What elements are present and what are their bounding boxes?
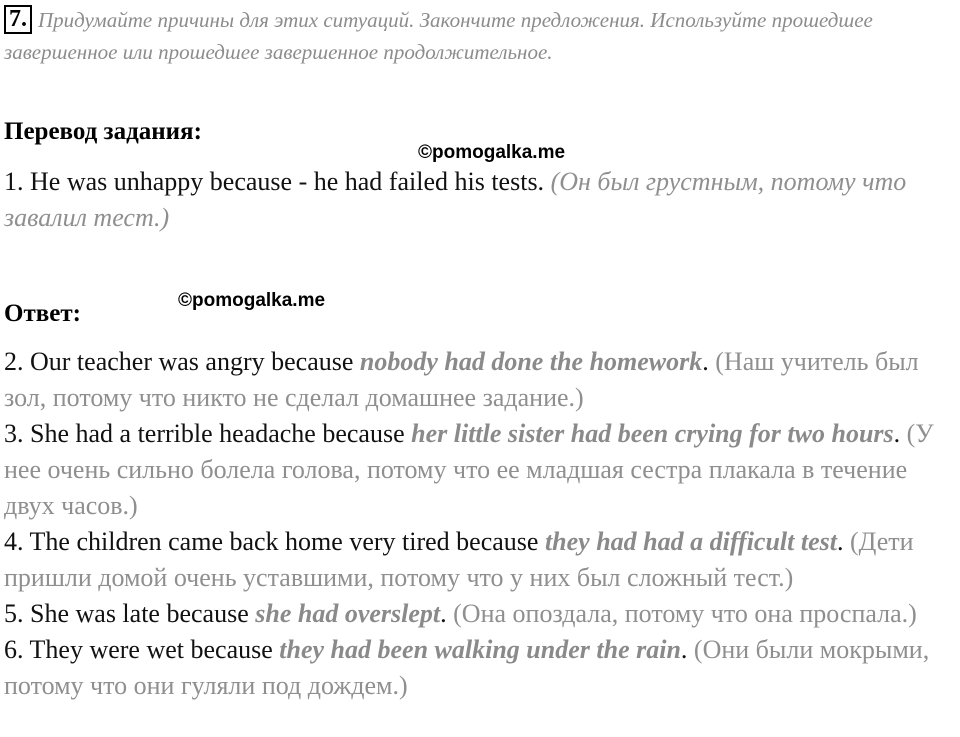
answer-prefix: 6. They were wet because [4, 635, 280, 664]
example-english: 1. He was unhappy because - he had failed his tests. [4, 167, 545, 196]
translation-heading: Перевод задания: [4, 118, 202, 145]
answer-item-5 [4, 596, 956, 632]
answer-completion: nobody had done the homework [359, 347, 703, 376]
answer-prefix: 4. The children came back home very tired because [4, 527, 545, 556]
answer-translation: (У нее очень сильно болела голова, потому что ее младшая сестра плакала в течение двух часов.) [4, 419, 934, 520]
answer-translation: (Они были мокрыми, потому что они гуляли под дождем.) [4, 635, 930, 700]
answer-prefix: 3. She had a terrible headache because [4, 419, 412, 448]
watermark-top: ©pomogalka.me [418, 142, 566, 163]
answer-item-4 [4, 524, 956, 596]
answer-completion: she had overslept [255, 599, 441, 628]
task-header [4, 4, 954, 68]
answer-completion: her little sister had been crying for two hours [411, 419, 894, 448]
answer-prefix: 5. She was late because [4, 599, 256, 628]
answer-completion: they had had a difficult test [544, 527, 837, 556]
answer-item-2 [4, 344, 956, 416]
answer-translation: (Наш учитель был зол, потому что никто не сделал домашнее задание.) [4, 347, 919, 412]
task-number: 7. [4, 5, 32, 34]
answer-completion: they had been walking under the rain [279, 635, 681, 664]
watermark-answer: ©pomogalka.me [178, 290, 326, 311]
answer-prefix: 2. Our teacher was angry because [4, 347, 360, 376]
task-instruction: Придумайте причины для этих ситуаций. Закончите предложения. Используйте прошедшее завершенное или прошедшее завершенное продолжительное. [4, 8, 873, 64]
answer-translation: (Дети пришли домой очень уставшими, потому что у них был сложный тест.) [4, 527, 914, 592]
answer-translation: (Она опоздала, потому что она проспала.) [446, 599, 917, 628]
answer-punct: . [836, 527, 844, 556]
answer-heading: Ответ: [4, 300, 81, 327]
answer-list [4, 344, 956, 704]
example-sentence [4, 164, 956, 236]
answer-item-3 [4, 416, 956, 524]
answer-punct: . [680, 635, 688, 664]
answer-punct: . [702, 347, 709, 376]
answer-item-6 [4, 632, 956, 704]
answer-punct: . [440, 599, 447, 628]
answer-punct: . [893, 419, 901, 448]
example-russian: (Он был грустным, потому что завалил тест.) [4, 167, 907, 232]
